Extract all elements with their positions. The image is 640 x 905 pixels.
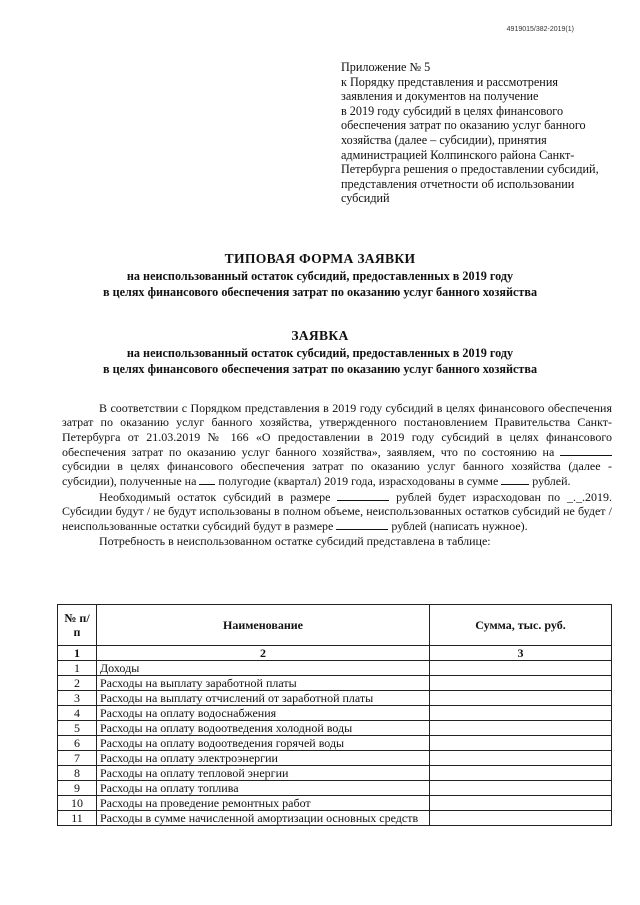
appendix-line: обеспечения затрат по оказанию услуг банного [341,118,586,133]
table-row [58,811,612,826]
row-name: Расходы на оплату электроэнергии [97,751,430,766]
date-text: _._. [567,489,586,504]
table-row [58,661,612,676]
row-sum-cell[interactable] [430,781,612,796]
row-sum-cell[interactable] [430,796,612,811]
appendix-block [341,60,623,206]
amount-blank [336,518,388,530]
amount-blank [337,489,389,501]
appendix-line: представления отчетности об использовании [341,176,575,191]
table-row [58,706,612,721]
row-name: Доходы [97,661,430,676]
appendix-line: Приложение № 5 [341,60,431,74]
row-name: Расходы на оплату тепловой энергии [97,766,430,781]
row-sum-cell[interactable] [430,811,612,826]
row-number: 8 [58,766,97,781]
paragraph-3: Потребность в неиспользованном остатке субсидий представлена в таблице: [99,533,491,548]
header-number: № п/п [58,605,97,646]
paragraph-text: Необходимый остаток субсидий в размере [99,489,331,504]
row-number: 9 [58,781,97,796]
column-number-row [58,646,612,661]
paragraph-text: полугодие (квартал) 2019 года, израсходованы в сумме [218,474,499,489]
paragraph-text: В соответствии с Порядком представления в 2019 году субсидий в целях финансового обеспечения затрат по оказанию услуг банного хозяйства, утвержденного постановлением Правительства Санкт-Петербурга от 21.03.2019 № 166 «О предоставлении в 2019 году субсидий в целях финансового обеспечения затрат по оказанию услуг банного хозяйства», заявляем, что по состоянию на [62,401,612,459]
row-sum-cell[interactable] [430,751,612,766]
body-text [62,401,612,548]
row-name: Расходы на оплату водоснабжения [97,706,430,721]
row-name: Расходы на оплату водоотведения горячей воды [97,736,430,751]
application-title-line: на неиспользованный остаток субсидий, предоставленных в 2019 году [126,345,514,360]
form-title-line: на неиспользованный остаток субсидий, предоставленных в 2019 году [126,268,514,283]
row-number: 10 [58,796,97,811]
row-sum-cell[interactable] [430,706,612,721]
row-number: 5 [58,721,97,736]
header-name: Наименование [97,605,430,646]
row-name: Расходы на выплату заработной платы [97,676,430,691]
row-sum-cell[interactable] [430,766,612,781]
table-row [58,691,612,706]
row-sum-cell[interactable] [430,691,612,706]
amount-blank [501,473,529,485]
row-number: 7 [58,751,97,766]
appendix-line: администрацией Колпинского района Санкт- [341,147,575,162]
column-number: 1 [58,646,97,661]
row-sum-cell[interactable] [430,721,612,736]
table-row [58,736,612,751]
row-sum-cell[interactable] [430,676,612,691]
application-title-line: в целях финансового обеспечения затрат по оказанию услуг банного хозяйства [102,362,538,376]
row-number: 6 [58,736,97,751]
row-name: Расходы на выплату отчислений от заработной платы [97,691,430,706]
row-number: 4 [58,706,97,721]
paragraph-2 [62,489,612,534]
row-name: Расходы на проведение ремонтных работ [97,796,430,811]
appendix-line: заявления и документов на получение [341,89,539,104]
paragraph-text: рублей будет израсходован по [396,489,561,504]
row-sum-cell[interactable] [430,661,612,676]
row-name: Расходы в сумме начисленной амортизации основных средств [97,811,430,826]
appendix-line: хозяйства (далее – субсидии), принятия [341,132,547,147]
paragraph-text: субсидии в целях финансового обеспечения затрат по оказанию услуг банного хозяйства (далее - субсидии), полученные на [62,459,612,489]
row-name: Расходы на оплату водоотведения холодной воды [97,721,430,736]
period-blank [199,473,215,485]
paragraph-text: рублей. [532,474,571,489]
row-number: 1 [58,661,97,676]
paragraph-1 [62,401,612,489]
table-header-row [58,605,612,646]
row-number: 11 [58,811,97,826]
table-row [58,766,612,781]
table-row [58,676,612,691]
application-title [0,328,640,378]
table-row [58,751,612,766]
header-sum: Сумма, тыс. руб. [430,605,612,646]
column-number: 3 [430,646,612,661]
application-title-main: ЗАЯВКА [291,328,349,343]
document-id: 4919015/382-2019(1) [506,26,574,33]
appendix-line: Петербурга решения о предоставлении субсидий, [341,162,599,177]
row-name: Расходы на оплату топлива [97,781,430,796]
row-number: 3 [58,691,97,706]
form-title-line: в целях финансового обеспечения затрат по оказанию услуг банного хозяйства [102,285,538,299]
appendix-line: в 2019 году субсидий в целях финансового [341,103,564,118]
paragraph-text: рублей (написать нужное). [391,519,528,534]
form-title-main: ТИПОВАЯ ФОРМА ЗАЯВКИ [224,251,416,266]
form-title [0,251,640,301]
table-row [58,781,612,796]
table-row [58,796,612,811]
paragraph-text: 2019. Субсидии будут / не будут использованы в полном объеме, неиспользованных остатков субсидий не будет / неиспользованные остатки субсидий будут в размере [62,489,613,534]
row-number: 2 [58,676,97,691]
column-number: 2 [97,646,430,661]
row-sum-cell[interactable] [430,736,612,751]
date-blank [560,444,612,456]
table-row [58,721,612,736]
appendix-line: к Порядку представления и рассмотрения [341,74,558,89]
costs-table [57,604,612,826]
appendix-line: субсидий [341,191,390,206]
